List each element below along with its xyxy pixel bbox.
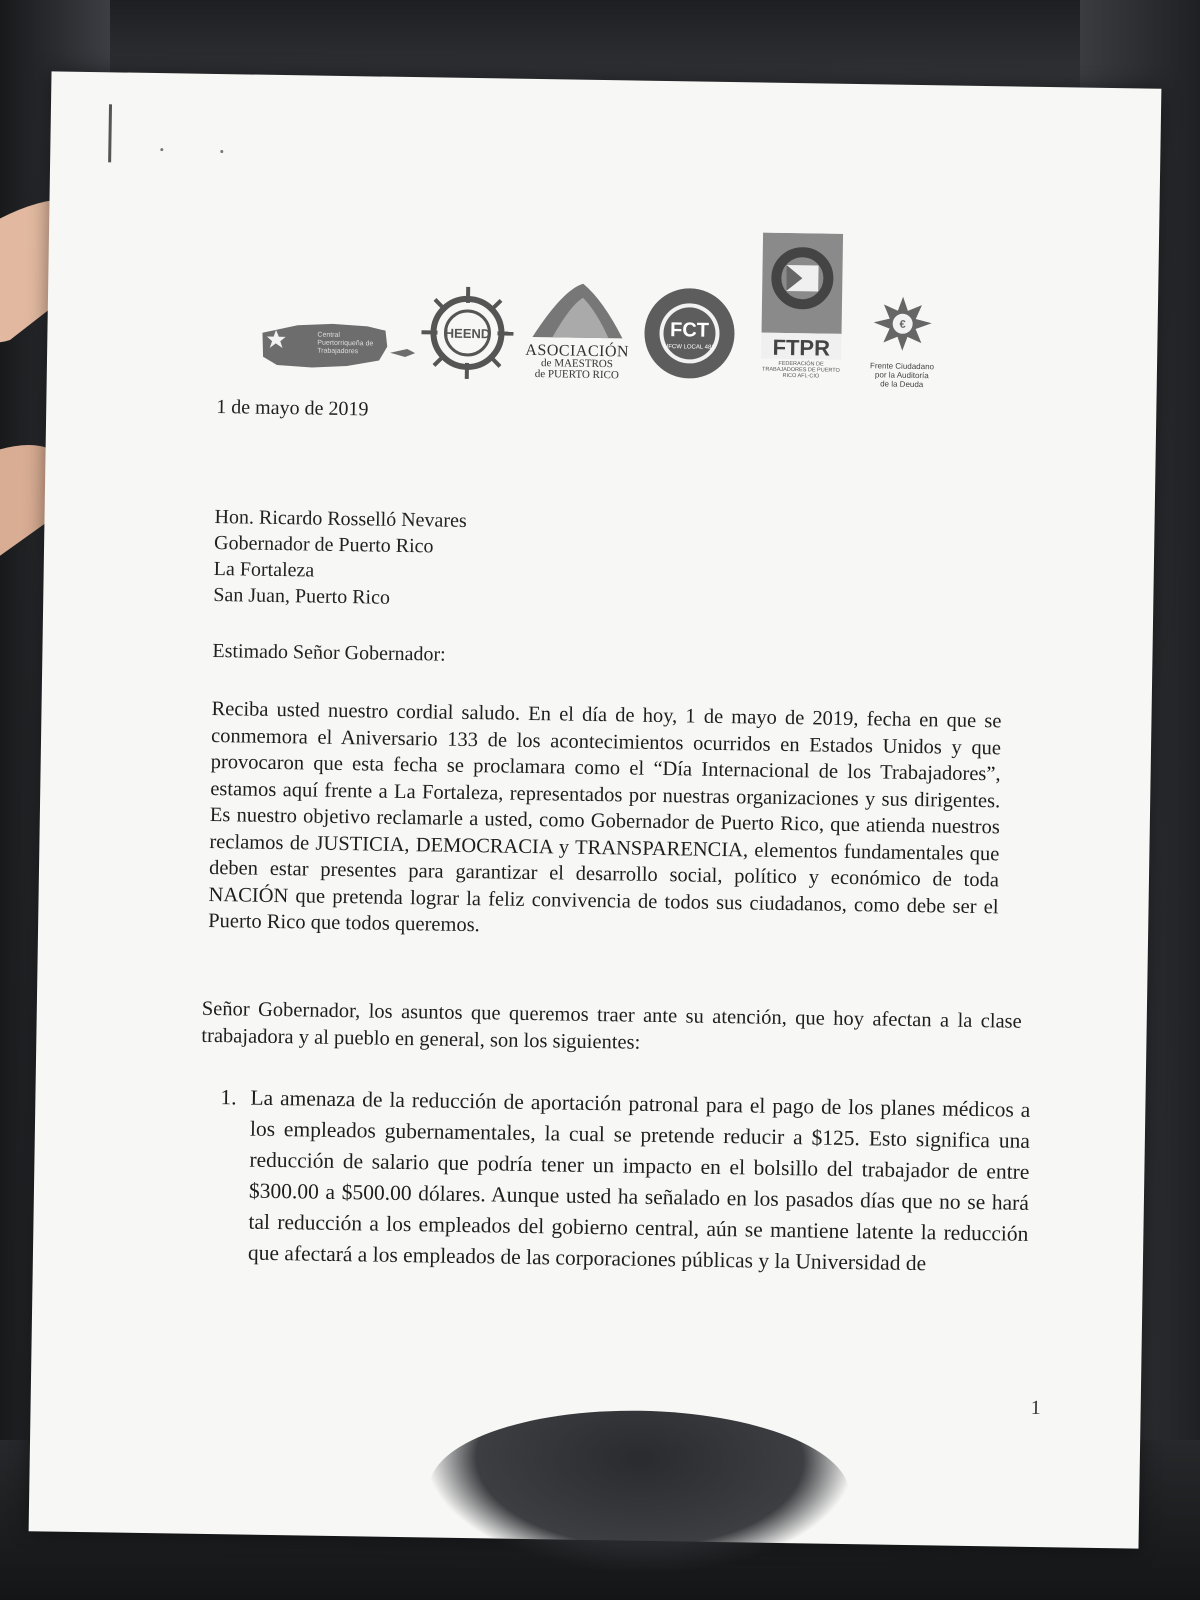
ftpr-logo <box>757 233 847 384</box>
frente-ciudadano-logo <box>867 294 939 395</box>
letter-date: 1 de mayo de 2019 <box>216 396 369 421</box>
amp-title-line1: ASOCIACIÓN <box>525 341 630 361</box>
fca-line3: de la Deuda <box>880 379 924 390</box>
fct-sub-text: UFCW LOCAL 481 <box>663 344 715 351</box>
paper-speck <box>160 148 163 151</box>
salutation: Estimado Señor Gobernador: <box>212 639 446 666</box>
logo-header <box>257 225 969 396</box>
shadow-overlay <box>428 1407 850 1574</box>
ftpr-subtext: FEDERACIÓN DE TRABAJADORES DE PUERTO RICO AFL-CIO <box>762 360 840 380</box>
heend-logo-text: HEEND <box>444 325 491 342</box>
ftpr-mark: FTPR <box>772 334 831 361</box>
recipient-line: Gobernador de Puerto Rico <box>213 531 434 558</box>
recipient-line: San Juan, Puerto Rico <box>213 583 391 609</box>
cpt-logo-text: Central Puertorriqueña de Trabajadores <box>317 331 374 356</box>
body-paragraph-2: Señor Gobernador, los asuntos que queremos traer ante su atención, que hoy afectan a la clase trabajadora y al pueblo en general, son los siguientes: <box>201 997 1022 1054</box>
letter-page <box>29 71 1162 1548</box>
frente-ciudadano-icon: € <box>899 318 906 331</box>
cpt-puerto-rico-map-logo <box>257 315 418 378</box>
issues-list <box>220 1082 1031 1276</box>
fca-line2: por la Auditoría <box>874 370 929 381</box>
amp-title-line2: de MAESTROS <box>541 357 614 371</box>
fca-line1: Frente Ciudadano <box>869 361 935 372</box>
body-paragraph-1: Reciba usted nuestro cordial saludo. En el día de hoy, 1 de mayo de 2019, fecha en que se conmemora el Aniversario 133 de los acontecimientos ocurridos en Estados Unidos y que provocaron que esta fecha se proclamara como el “Día Internacional de los Trabajadores”, estamos aquí frente a La Fortaleza, representados por nuestras organizaciones y sus dirigentes. Es nuestro objetivo reclamarle a usted, como Gobernador de Puerto Rico, que atienda nuestros reclamos de JUSTICIA, DEMOCRACIA y TRANSPARENCIA, elementos fundamentales que deben estar presentes para garantizar el desarrollo social, político y económico de toda NACIÓN que pretenda lograr la feliz convivencia de todos sus ciudadanos, como debe ser el Puerto Rico que todos queremos. <box>208 697 1002 937</box>
amp-title-line3: de PUERTO RICO <box>534 368 619 382</box>
fct-center-text: FCT <box>669 319 710 342</box>
page-number: 1 <box>1030 1396 1041 1420</box>
paper-speck <box>220 150 223 153</box>
asociacion-maestros-logo <box>522 279 634 386</box>
list-item-text: La amenaza de la reducción de aportación patronal para el pago de los planes médicos a los empleados gubernamentales, la cual se pretende reducir a $125. Esto significa una reducción de salario que podría tener un impacto en el bolsillo del trabajador de entre $300.00 a $500.00 dólares. Aunque usted ha señalado en los pasados días que no se hará tal reducción a los empleados del gobierno central, aún se mantiene latente la reducción que afectará a los empleados de las corporaciones públicas y la Universidad de <box>247 1085 1031 1276</box>
staple-mark <box>108 104 112 162</box>
heend-logo <box>417 282 519 384</box>
recipient-line: La Fortaleza <box>213 557 315 582</box>
recipient-block <box>213 504 467 612</box>
list-item-number: 1. <box>220 1085 237 1110</box>
recipient-line: Hon. Ricardo Rosselló Nevares <box>214 505 467 532</box>
fct-logo <box>642 286 738 382</box>
